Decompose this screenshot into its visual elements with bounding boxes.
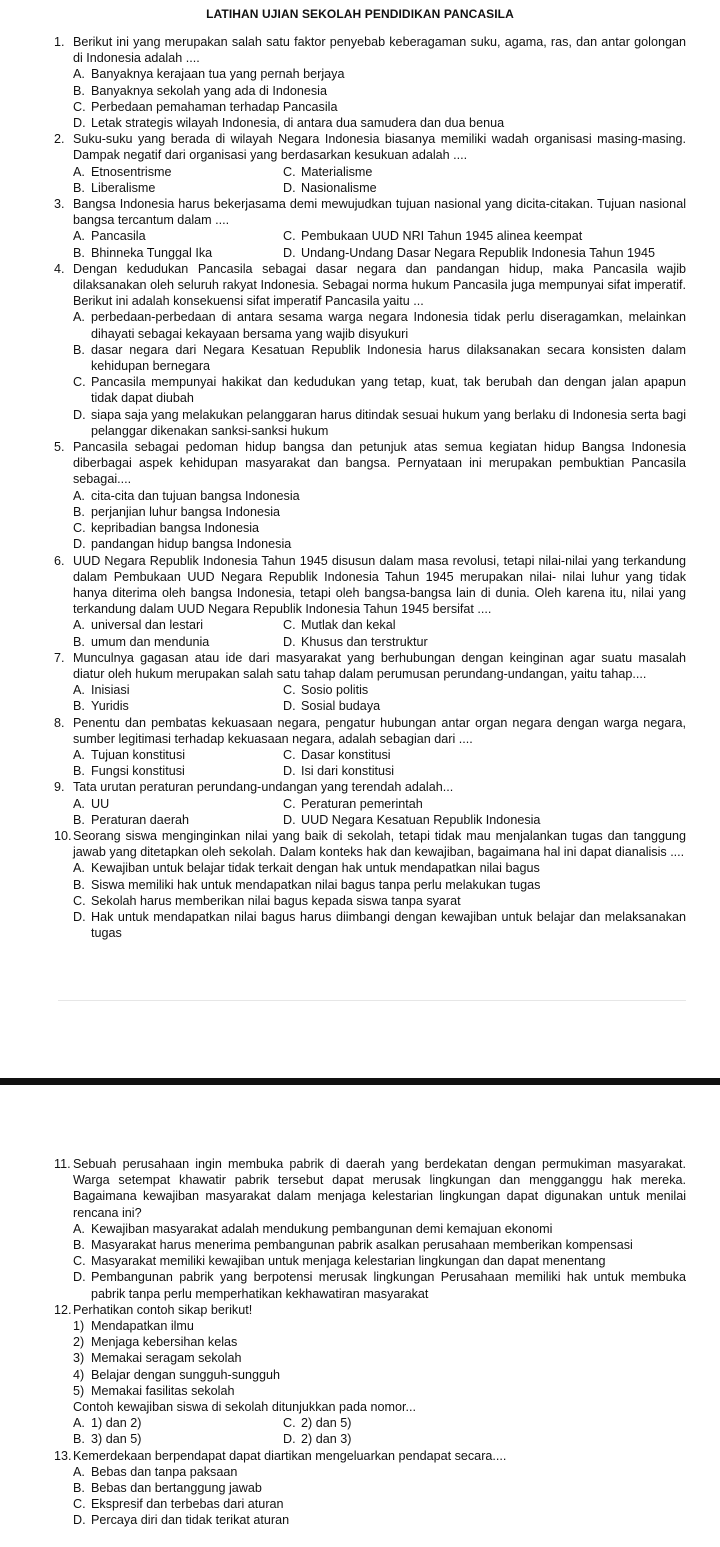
option-text: Materialisme: [301, 164, 373, 179]
option-text: Isi dari konstitusi: [301, 764, 395, 779]
option-a: [73, 228, 283, 244]
option-label: B.: [73, 1238, 85, 1253]
option-label: D.: [283, 634, 296, 649]
page-title: LATIHAN UJIAN SEKOLAH PENDIDIKAN PANCASILA: [206, 7, 514, 21]
questions-part-1: [54, 34, 686, 941]
option-label: A.: [73, 229, 85, 244]
option-b: [73, 342, 686, 374]
option-label: D.: [73, 407, 86, 422]
option-label: C.: [73, 521, 86, 536]
option-label: C.: [283, 229, 296, 244]
option-label: A.: [73, 67, 85, 82]
question-11: [54, 1156, 686, 1302]
option-label: D.: [283, 245, 296, 260]
option-a: [73, 796, 283, 812]
option-label: B.: [73, 634, 85, 649]
option-text: Tujuan konstitusi: [91, 747, 186, 762]
option-label: C.: [283, 683, 296, 698]
option-label: D.: [73, 537, 86, 552]
option-d: [283, 245, 686, 261]
option-text: cita-cita dan tujuan bangsa Indonesia: [91, 488, 300, 503]
option-b: [73, 877, 686, 893]
option-text: Masyarakat harus menerima pembangunan pabrik asalkan perusahaan memberikan kompensasi: [91, 1238, 633, 1253]
option-label: C.: [283, 1416, 296, 1431]
option-text: Perbedaan pemahaman terhadap Pancasila: [91, 99, 338, 114]
option-c: [73, 99, 686, 115]
option-label: C.: [73, 1497, 86, 1512]
option-text: siapa saja yang melakukan pelanggaran harus ditindak sesuai hukum yang berlaku di Indonesia serta bagi pelanggar dikenakan sanksi-sanksi hukum: [91, 407, 686, 438]
question-number: 3.: [54, 197, 65, 212]
option-text: Etnosentrisme: [91, 164, 172, 179]
option-label: A.: [73, 1416, 85, 1431]
question-stem: Dengan kedudukan Pancasila sebagai dasar negara dan pandangan hidup, maka Pancasila wajib dilaksanakan oleh seluruh rakyat Indonesia. Sebagai norma hukum Pancasila juga mempunyai sifat imperatif. Berikut ini adalah konsekuensi sifat imperatif Pancasila yaitu ...: [73, 261, 686, 309]
option-label: B.: [73, 812, 85, 827]
option-label: D.: [73, 909, 86, 924]
question-stem: Tata urutan peraturan perundang-undangan yang terendah adalah...: [73, 780, 454, 795]
option-label: A.: [73, 310, 85, 325]
option-label: C.: [73, 1254, 86, 1269]
question-stem: Pancasila sebagai pedoman hidup bangsa dan petunjuk atas semua kegiatan hidup Bangsa Indonesia diberbagai aspek kehidupan masyarakat dan bangsa. Pernyataan ini merupakan pembuktian Pancasila sebagai....: [73, 440, 686, 487]
option-grid: [73, 228, 686, 260]
option-text: Bhinneka Tunggal Ika: [91, 245, 213, 260]
option-label: D.: [283, 1432, 296, 1447]
option-label: A.: [73, 618, 85, 633]
option-label: C.: [283, 796, 296, 811]
option-d: [73, 536, 686, 552]
option-list: [73, 488, 686, 553]
option-grid: [73, 682, 686, 714]
statement-item: [73, 1350, 686, 1366]
statement-text: Mendapatkan ilmu: [91, 1319, 194, 1334]
statement-list: [73, 1318, 686, 1399]
option-b: [73, 83, 686, 99]
question-stem: Suku-suku yang berada di wilayah Negara Indonesia biasanya memiliki wadah organisasi masing-masing. Dampak negatif dari organisasi yang berdasarkan kesukuan adalah ....: [73, 132, 686, 163]
option-text: Dasar konstitusi: [301, 747, 391, 762]
option-text: 2) dan 3): [301, 1432, 352, 1447]
option-text: 3) dan 5): [91, 1432, 142, 1447]
option-b: [73, 1431, 283, 1447]
option-a: [73, 66, 686, 82]
option-label: C.: [73, 893, 86, 908]
option-text: Masyarakat memiliki kewajiban untuk menjaga kelestarian lingkungan dan dapat menentang: [91, 1254, 606, 1269]
question-number: 9.: [54, 780, 65, 795]
option-label: B.: [73, 877, 85, 892]
option-list: [73, 309, 686, 439]
option-c: [283, 617, 686, 633]
option-d: [73, 115, 686, 131]
statement-item: [73, 1334, 686, 1350]
option-text: 2) dan 5): [301, 1416, 352, 1431]
option-label: A.: [73, 861, 85, 876]
option-label: B.: [73, 699, 85, 714]
option-c: [73, 374, 686, 406]
option-text: Ekspresif dan terbebas dari aturan: [91, 1497, 284, 1512]
option-text: Banyaknya kerajaan tua yang pernah berjaya: [91, 67, 345, 82]
question-stem: Penentu dan pembatas kekuasaan negara, pengatur hubungan antar organ negara dengan warga negara, sumber legitimasi terhadap kekuasaan negara, adalah sebagian dari ....: [73, 715, 686, 746]
option-text: Sosial budaya: [301, 699, 381, 714]
option-label: A.: [73, 683, 85, 698]
option-label: B.: [73, 245, 85, 260]
option-b: [73, 763, 283, 779]
option-text: Pancasila: [91, 229, 146, 244]
option-text: Sekolah harus memberikan nilai bagus kepada siswa tanpa syarat: [91, 893, 461, 908]
option-d: [283, 812, 686, 828]
option-text: Nasionalisme: [301, 180, 377, 195]
option-a: [73, 488, 686, 504]
question-stem: Kemerdekaan berpendapat dapat diartikan mengeluarkan pendapat secara....: [73, 1448, 507, 1463]
option-label: D.: [73, 1270, 86, 1285]
option-a: [73, 1415, 283, 1431]
option-a: [73, 682, 283, 698]
option-a: [73, 1464, 686, 1480]
question-number: 12.: [54, 1302, 72, 1317]
option-text: Pembukaan UUD NRI Tahun 1945 alinea keempat: [301, 229, 583, 244]
option-label: A.: [73, 488, 85, 503]
option-text: dasar negara dari Negara Kesatuan Republik Indonesia harus dilaksanakan secara konsisten dalam kehidupan bernegara: [91, 342, 686, 374]
option-label: B.: [73, 764, 85, 779]
option-text: Inisiasi: [91, 683, 130, 698]
option-text: Khusus dan terstruktur: [301, 634, 428, 649]
option-c: [73, 1496, 686, 1512]
question-prompt: Contoh kewajiban siswa di sekolah ditunjukkan pada nomor...: [73, 1400, 417, 1415]
option-text: Bebas dan tanpa paksaan: [91, 1464, 238, 1479]
option-label: A.: [73, 747, 85, 762]
statement-label: 3): [73, 1351, 85, 1366]
option-label: D.: [283, 764, 296, 779]
option-text: UUD Negara Kesatuan Republik Indonesia: [301, 812, 541, 827]
statement-label: 2): [73, 1335, 85, 1350]
option-text: perjanjian luhur bangsa Indonesia: [91, 504, 281, 519]
statement-label: 4): [73, 1367, 85, 1382]
option-text: kepribadian bangsa Indonesia: [91, 521, 260, 536]
question-5: [54, 439, 686, 552]
option-label: B.: [73, 180, 85, 195]
option-label: C.: [73, 375, 86, 390]
option-list: [73, 860, 686, 941]
option-b: [73, 812, 283, 828]
option-text: Hak untuk mendapatkan nilai bagus harus diimbangi dengan kewajiban untuk belajar dan melaksanakan tugas: [91, 909, 686, 941]
question-number: 6.: [54, 553, 65, 568]
option-text: Undang-Undang Dasar Negara Republik Indonesia Tahun 1945: [301, 245, 656, 260]
option-text: Banyaknya sekolah yang ada di Indonesia: [91, 83, 327, 98]
statement-text: Memakai fasilitas sekolah: [91, 1383, 235, 1398]
question-number: 11.: [54, 1157, 71, 1171]
option-d: [283, 634, 686, 650]
question-13: [54, 1448, 686, 1529]
option-c: [283, 796, 686, 812]
option-d: [283, 180, 686, 196]
option-label: B.: [73, 1432, 85, 1447]
option-label: B.: [73, 504, 85, 519]
option-text: umum dan mendunia: [91, 634, 210, 649]
option-d: [73, 1512, 686, 1528]
question-1: [54, 34, 686, 131]
question-stem: Seorang siswa menginginkan nilai yang baik di sekolah, tetapi tidak mau menjalankan tugas dan tanggung jawab yang ditetapkan oleh sekolah. Dalam konteks hak dan kewajiban, bagaimana hal ini dapat dianalisis ....: [73, 828, 686, 860]
page-divider: [58, 1000, 686, 1001]
page-break-bar: [0, 1078, 720, 1085]
option-grid: [73, 796, 686, 828]
question-stem: Bangsa Indonesia harus bekerjasama demi mewujudkan tujuan nasional yang dicita-citakan. Tujuan nasional bangsa tercantum dalam ....: [73, 197, 686, 228]
option-label: D.: [283, 699, 296, 714]
option-label: C.: [283, 618, 296, 633]
option-text: universal dan lestari: [91, 618, 204, 633]
question-number: 10.: [54, 828, 72, 843]
question-9: [54, 779, 686, 828]
option-d: [283, 698, 686, 714]
option-b: [73, 1480, 686, 1496]
question-number: 13.: [54, 1448, 72, 1463]
option-label: C.: [283, 164, 296, 179]
option-d: [283, 1431, 686, 1447]
option-text: Fungsi konstitusi: [91, 764, 185, 779]
option-text: Bebas dan bertanggung jawab: [91, 1481, 262, 1496]
option-d: [283, 763, 686, 779]
option-c: [283, 164, 686, 180]
question-stem: Sebuah perusahaan ingin membuka pabrik di daerah yang berdekatan dengan permukiman masyarakat. Warga setempat khawatir pabrik tersebut dapat merusak lingkungan dan mengganggu hak mereka. Bagaimana kewajiban masyarakat dalam menjaga kelestarian lingkungan dapat digunakan untuk menilai rencana ini?: [73, 1157, 686, 1220]
option-b: [73, 245, 283, 261]
option-b: [73, 634, 283, 650]
question-6: [54, 553, 686, 650]
option-c: [283, 682, 686, 698]
option-a: [73, 309, 686, 341]
question-10: [54, 828, 686, 941]
statement-text: Belajar dengan sungguh-sungguh: [91, 1367, 281, 1382]
option-c: [283, 1415, 686, 1431]
option-a: [73, 164, 283, 180]
statement-item: [73, 1383, 686, 1399]
option-text: Pancasila mempunyai hakikat dan kedudukan yang tetap, kuat, tak berubah dan dengan jalan apapun tidak dapat diubah: [91, 375, 686, 406]
option-label: D.: [283, 812, 296, 827]
question-12: [54, 1302, 686, 1448]
option-label: A.: [73, 1221, 85, 1236]
option-text: perbedaan-perbedaan di antara sesama warga negara Indonesia tidak perlu diseragamkan, melainkan dihayati sebagai kekayaan bersama yang wajib disyukuri: [91, 310, 686, 341]
option-text: Kewajiban masyarakat adalah mendukung pembangunan demi kemajuan ekonomi: [91, 1221, 553, 1236]
option-text: Liberalisme: [91, 180, 156, 195]
option-text: Mutlak dan kekal: [301, 618, 396, 633]
question-number: 1.: [54, 35, 65, 49]
option-label: B.: [73, 83, 85, 98]
option-a: [73, 1221, 686, 1237]
option-c: [73, 1253, 686, 1269]
option-d: [73, 407, 686, 439]
option-text: Letak strategis wilayah Indonesia, di antara dua samudera dan dua benua: [91, 116, 505, 131]
option-text: Percaya diri dan tidak terikat aturan: [91, 1513, 290, 1528]
questions-part-2: [54, 1156, 686, 1529]
option-label: A.: [73, 796, 85, 811]
option-c: [283, 747, 686, 763]
option-a: [73, 747, 283, 763]
option-text: Kewajiban untuk belajar tidak terkait dengan hak untuk mendapatkan nilai bagus: [91, 861, 540, 876]
option-label: B.: [73, 342, 85, 357]
question-4: [54, 261, 686, 439]
question-3: [54, 196, 686, 261]
option-grid: [73, 617, 686, 649]
option-list: [73, 66, 686, 131]
question-7: [54, 650, 686, 715]
question-number: 2.: [54, 132, 65, 147]
option-text: Peraturan daerah: [91, 812, 190, 827]
option-a: [73, 617, 283, 633]
option-label: D.: [73, 1513, 86, 1528]
option-c: [283, 228, 686, 244]
option-label: A.: [73, 164, 85, 179]
statement-text: Menjaga kebersihan kelas: [91, 1335, 238, 1350]
option-label: B.: [73, 1481, 85, 1496]
option-text: Yuridis: [91, 699, 129, 714]
question-stem: UUD Negara Republik Indonesia Tahun 1945 disusun dalam masa revolusi, tetapi nilai-nilai yang terkandung dalam Pembukaan UUD Negara Republik Indonesia Tahun 1945 merupakan nilai- nilai luhur yang tidak hanya diterima oleh bangsa Indonesia, tetapi oleh bangsa-bangsa lain di dunia. Oleh karena itu, nilai yang terkandung dalam UUD Negara Republik Indonesia Tahun 1945 bersifat ....: [73, 553, 686, 617]
option-d: [73, 909, 686, 941]
option-label: C.: [73, 99, 86, 114]
option-list: [73, 1464, 686, 1529]
option-b: [73, 180, 283, 196]
option-c: [73, 893, 686, 909]
option-label: A.: [73, 1464, 85, 1479]
question-8: [54, 715, 686, 780]
question-number: 7.: [54, 650, 65, 665]
option-a: [73, 860, 686, 876]
option-grid: [73, 1415, 686, 1447]
option-text: Siswa memiliki hak untuk mendapatkan nilai bagus tanpa perlu melakukan tugas: [91, 877, 541, 892]
option-label: D.: [73, 116, 86, 131]
option-label: D.: [283, 180, 296, 195]
option-text: Sosio politis: [301, 683, 369, 698]
question-2: [54, 131, 686, 196]
option-text: pandangan hidup bangsa Indonesia: [91, 537, 292, 552]
statement-item: [73, 1367, 686, 1383]
option-d: [73, 1269, 686, 1301]
statement-label: 5): [73, 1383, 85, 1398]
option-text: 1) dan 2): [91, 1416, 142, 1431]
statement-item: [73, 1318, 686, 1334]
question-number: 4.: [54, 261, 65, 276]
option-grid: [73, 164, 686, 196]
option-b: [73, 1237, 686, 1253]
option-text: UU: [91, 796, 110, 811]
option-c: [73, 520, 686, 536]
option-grid: [73, 747, 686, 779]
option-b: [73, 504, 686, 520]
option-b: [73, 698, 283, 714]
question-stem: Berikut ini yang merupakan salah satu faktor penyebab keberagaman suku, agama, ras, dan antar golongan di Indonesia adalah ....: [73, 35, 686, 66]
question-number: 8.: [54, 715, 65, 730]
option-text: Peraturan pemerintah: [301, 796, 423, 811]
option-label: C.: [283, 747, 296, 762]
question-stem: Perhatikan contoh sikap berikut!: [73, 1302, 253, 1317]
option-text: Pembangunan pabrik yang berpotensi merusak lingkungan Perusahaan memiliki hak untuk membuka pabrik tanpa perlu memperhatikan kekhawatiran masyarakat: [91, 1270, 686, 1301]
question-number: 5.: [54, 440, 65, 455]
statement-label: 1): [73, 1319, 85, 1334]
statement-text: Memakai seragam sekolah: [91, 1351, 242, 1366]
option-list: [73, 1221, 686, 1302]
question-stem: Munculnya gagasan atau ide dari masyarakat yang berhubungan dengan keinginan agar suatu masalah diatur oleh hukum merupakan salah satu tahap dalam perumusan perundang-undangan, yaitu tahap....: [73, 650, 686, 681]
